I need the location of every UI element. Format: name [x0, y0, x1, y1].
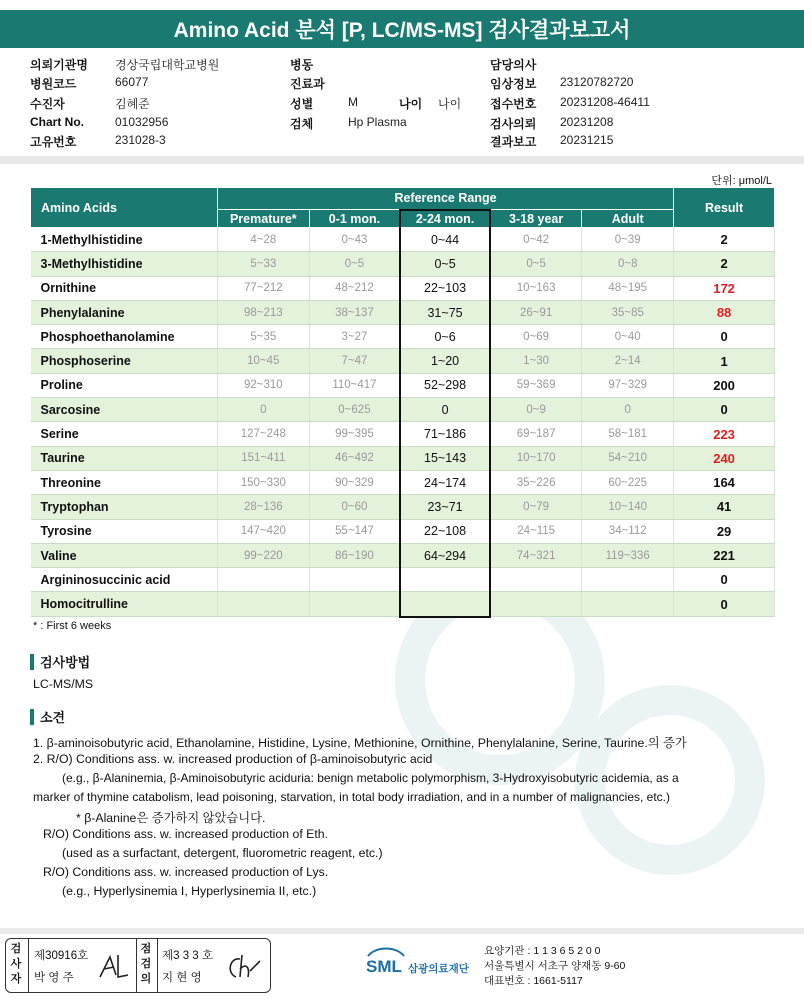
reference-range-cell — [582, 568, 674, 592]
amino-acid-name: Ornithine — [31, 276, 218, 300]
table-row — [31, 470, 775, 494]
info-value: 경상국립대학교병원 — [115, 58, 220, 72]
info-value: 20231208-46411 — [560, 95, 650, 109]
unit-label: 단위: μmol/L — [711, 175, 772, 187]
reference-range-cell: 0~5 — [490, 252, 582, 276]
finding-line: 2. R/O) Conditions ass. w. increased production of β-aminoisobutyric acid — [33, 752, 433, 766]
result-value: 240 — [674, 446, 775, 470]
section-divider — [0, 156, 804, 164]
reference-range-cell: 48~195 — [582, 276, 674, 300]
info-value: 231028-3 — [115, 133, 166, 147]
org-line: 대표번호 : 1661-5117 — [484, 975, 583, 987]
reference-range-cell: 4~28 — [217, 228, 309, 252]
result-value: 172 — [674, 276, 775, 300]
reference-range-cell: 0~5 — [400, 252, 490, 276]
reference-range-cell — [217, 592, 309, 617]
info-label: 수진자 — [30, 97, 65, 111]
findings-heading — [30, 707, 65, 726]
table-row — [31, 276, 775, 300]
reference-range-cell: 92~310 — [217, 373, 309, 397]
reference-range-cell: 26~91 — [490, 300, 582, 324]
reference-range-cell: 0~60 — [309, 495, 400, 519]
reference-range-cell: 0 — [582, 398, 674, 422]
reference-range-cell: 54~210 — [582, 446, 674, 470]
sml-logo — [366, 942, 478, 983]
header-2-24-mon: 2-24 mon. — [400, 210, 490, 228]
header-result: Result — [674, 188, 775, 228]
info-label: 검사의뢰 — [490, 117, 537, 131]
table-row — [31, 325, 775, 349]
reviewer-label: 점검의 — [140, 943, 152, 985]
reference-range-cell — [217, 568, 309, 592]
reference-range-cell: 22~108 — [400, 519, 490, 543]
org-name: 삼광의료재단 — [408, 963, 469, 975]
result-value: 164 — [674, 470, 775, 494]
info-value: 김혜준 — [115, 97, 150, 111]
reference-range-cell: 150~330 — [217, 470, 309, 494]
reference-range-cell: 31~75 — [400, 300, 490, 324]
reference-range-cell: 23~71 — [400, 495, 490, 519]
table-row — [31, 568, 775, 592]
signature-box — [5, 938, 271, 993]
reference-range-cell: 119~336 — [582, 543, 674, 567]
reference-range-cell: 7~47 — [309, 349, 400, 373]
result-value: 88 — [674, 300, 775, 324]
finding-line: (e.g., β-Alaninemia, β-Aminoisobutyric aciduria: benign metabolic polymorphism, 3-Hydroxyisobutyric acidemia, as a — [62, 771, 679, 785]
report-title: Amino Acid 분석 [P, LC/MS-MS] 검사결과보고서 — [0, 10, 804, 48]
method-text: LC-MS/MS — [33, 677, 94, 691]
reference-range-cell: 71~186 — [400, 422, 490, 446]
amino-acid-name: Tyrosine — [31, 519, 218, 543]
org-line: 서울특별시 서초구 양재동 9-60 — [484, 960, 626, 972]
finding-line: (used as a surfactant, detergent, fluorometric reagent, etc.) — [62, 846, 383, 860]
header-premature: Premature* — [217, 210, 309, 228]
result-value: 223 — [674, 422, 775, 446]
method-heading — [30, 652, 90, 671]
tester-label: 검사자 — [10, 943, 22, 985]
logo-text: SML — [366, 957, 402, 976]
reference-range-cell: 3~27 — [309, 325, 400, 349]
amino-acid-name: Homocitrulline — [31, 592, 218, 617]
reference-range-cell: 0~6 — [400, 325, 490, 349]
reference-range-cell: 1~30 — [490, 349, 582, 373]
reference-range-cell: 0 — [217, 398, 309, 422]
finding-line: 1. β-aminoisobutyric acid, Ethanolamine, Histidine, Lysine, Methionine, Ornithine, Phenylalanine, Serine, Taurine.의 증가 — [33, 736, 687, 750]
reference-range-cell: 77~212 — [217, 276, 309, 300]
separator — [157, 939, 158, 992]
info-label: 임상정보 — [490, 77, 537, 91]
reference-range-cell: 58~181 — [582, 422, 674, 446]
separator — [28, 939, 29, 992]
org-line: 요양기관 : 1 1 3 6 5 2 0 0 — [484, 945, 601, 957]
amino-acid-name: Tryptophan — [31, 495, 218, 519]
result-value: 29 — [674, 519, 775, 543]
result-value: 2 — [674, 252, 775, 276]
reviewer-name: 지 현 영 — [162, 972, 202, 984]
amino-acid-name: Sarcosine — [31, 398, 218, 422]
reference-range-cell: 2~14 — [582, 349, 674, 373]
reference-range-cell: 10~45 — [217, 349, 309, 373]
reference-range-cell: 15~143 — [400, 446, 490, 470]
section-marker — [30, 654, 34, 670]
result-value: 0 — [674, 398, 775, 422]
amino-acid-name: Taurine — [31, 446, 218, 470]
info-label: 진료과 — [290, 77, 325, 91]
age-label: 나이 — [399, 97, 423, 111]
table-body — [31, 228, 775, 617]
info-label: 검체 — [290, 117, 314, 131]
result-value: 0 — [674, 592, 775, 617]
result-value: 221 — [674, 543, 775, 567]
reference-range-cell — [490, 592, 582, 617]
reference-range-cell: 0~69 — [490, 325, 582, 349]
reference-range-cell — [309, 568, 400, 592]
finding-line: (e.g., Hyperlysinemia I, Hyperlysinemia II, etc.) — [62, 884, 317, 898]
reference-range-cell: 69~187 — [490, 422, 582, 446]
reference-range-cell: 99~220 — [217, 543, 309, 567]
table-row — [31, 398, 775, 422]
reference-range-cell: 86~190 — [309, 543, 400, 567]
age-value: 나이 — [438, 97, 462, 111]
table-row — [31, 373, 775, 397]
table-row — [31, 592, 775, 617]
finding-line: R/O) Conditions ass. w. increased production of Lys. — [43, 865, 329, 879]
reference-range-cell: 0~40 — [582, 325, 674, 349]
reference-range-cell: 38~137 — [309, 300, 400, 324]
section-marker — [30, 709, 34, 725]
amino-acid-name: 3-Methylhistidine — [31, 252, 218, 276]
reference-range-cell: 0 — [400, 398, 490, 422]
reference-range-cell: 52~298 — [400, 373, 490, 397]
reference-range-cell: 10~163 — [490, 276, 582, 300]
reference-range-cell: 24~174 — [400, 470, 490, 494]
reference-range-cell: 46~492 — [309, 446, 400, 470]
header-amino-acids: Amino Acids — [31, 188, 218, 228]
org-info — [484, 944, 625, 989]
reference-range-cell: 1~20 — [400, 349, 490, 373]
reference-range-cell: 98~213 — [217, 300, 309, 324]
table-row — [31, 446, 775, 470]
footnote: * : First 6 weeks — [33, 620, 112, 632]
separator — [136, 939, 137, 992]
table-row — [31, 349, 775, 373]
info-value: 01032956 — [115, 115, 169, 129]
header-reference-range: Reference Range — [217, 188, 673, 210]
amino-acid-name: Argininosuccinic acid — [31, 568, 218, 592]
info-value: 66077 — [115, 75, 149, 89]
reference-range-cell — [400, 592, 490, 617]
info-label: Chart No. — [30, 115, 84, 129]
info-label: 고유번호 — [30, 135, 77, 149]
reference-range-cell: 10~140 — [582, 495, 674, 519]
reference-range-cell: 55~147 — [309, 519, 400, 543]
reference-range-cell: 0~5 — [309, 252, 400, 276]
reference-range-cell — [490, 568, 582, 592]
findings-title: 소견 — [40, 710, 66, 725]
reference-range-cell: 0~43 — [309, 228, 400, 252]
reference-range-cell: 28~136 — [217, 495, 309, 519]
tester-number: 제30916호 — [34, 950, 89, 962]
reference-range-cell: 35~85 — [582, 300, 674, 324]
header-adult: Adult — [582, 210, 674, 228]
result-value: 0 — [674, 568, 775, 592]
finding-line: R/O) Conditions ass. w. increased production of Eth. — [43, 827, 329, 841]
method-title: 검사방법 — [40, 655, 91, 670]
info-label: 결과보고 — [490, 135, 537, 149]
result-value: 2 — [674, 228, 775, 252]
reference-range-cell: 0~42 — [490, 228, 582, 252]
info-label: 접수번호 — [490, 97, 537, 111]
amino-acid-name: Phenylalanine — [31, 300, 218, 324]
reference-range-cell: 99~395 — [309, 422, 400, 446]
amino-acid-name: Serine — [31, 422, 218, 446]
reference-range-cell: 110~417 — [309, 373, 400, 397]
header-3-18-year: 3-18 year — [490, 210, 582, 228]
reference-range-cell — [582, 592, 674, 617]
reference-range-cell: 127~248 — [217, 422, 309, 446]
reference-range-cell: 64~294 — [400, 543, 490, 567]
result-value: 0 — [674, 325, 775, 349]
logo-icon — [366, 942, 478, 978]
reference-range-cell: 10~170 — [490, 446, 582, 470]
reference-range-cell: 59~369 — [490, 373, 582, 397]
reference-range-cell: 48~212 — [309, 276, 400, 300]
reference-range-cell: 0~8 — [582, 252, 674, 276]
info-label: 성별 — [290, 97, 314, 111]
reference-range-cell — [309, 592, 400, 617]
amino-acid-name: Proline — [31, 373, 218, 397]
reference-range-cell — [400, 568, 490, 592]
reference-range-cell: 0~79 — [490, 495, 582, 519]
reference-range-cell: 0~44 — [400, 228, 490, 252]
header-0-1-mon: 0-1 mon. — [309, 210, 400, 228]
table-row — [31, 252, 775, 276]
reference-range-cell: 34~112 — [582, 519, 674, 543]
info-value: Hp Plasma — [348, 115, 407, 129]
amino-acid-name: Phosphoserine — [31, 349, 218, 373]
table-row — [31, 543, 775, 567]
tester-signature — [96, 951, 132, 983]
result-value: 41 — [674, 495, 775, 519]
reference-range-cell: 35~226 — [490, 470, 582, 494]
amino-acid-name: 1-Methylhistidine — [31, 228, 218, 252]
table-row — [31, 422, 775, 446]
info-value: 20231208 — [560, 115, 614, 129]
reference-range-cell: 24~115 — [490, 519, 582, 543]
table-row — [31, 519, 775, 543]
info-label: 의뢰기관명 — [30, 58, 88, 72]
info-label: 담당의사 — [490, 58, 537, 72]
reference-range-cell: 0~625 — [309, 398, 400, 422]
reference-range-cell: 74~321 — [490, 543, 582, 567]
amino-acid-name: Valine — [31, 543, 218, 567]
info-value: M — [348, 95, 358, 109]
reference-range-cell: 0~39 — [582, 228, 674, 252]
reference-range-cell: 151~411 — [217, 446, 309, 470]
amino-acid-name: Phosphoethanolamine — [31, 325, 218, 349]
tester-name: 박 영 주 — [34, 972, 74, 984]
result-value: 1 — [674, 349, 775, 373]
reviewer-signature — [224, 951, 264, 983]
reference-range-cell: 147~420 — [217, 519, 309, 543]
reference-range-cell: 60~225 — [582, 470, 674, 494]
result-value: 200 — [674, 373, 775, 397]
info-label: 병원코드 — [30, 77, 77, 91]
finding-line: * β-Alanine은 증가하지 않았습니다. — [76, 811, 266, 825]
finding-line: marker of thymine catabolism, lead poisoning, starvation, in total body irradiation, and in a number of malignancies, etc.) — [33, 790, 670, 804]
reference-range-cell: 5~33 — [217, 252, 309, 276]
table-row — [31, 228, 775, 252]
reference-range-cell: 0~9 — [490, 398, 582, 422]
info-label: 병동 — [290, 58, 314, 72]
table-row — [31, 300, 775, 324]
reference-range-cell: 5~35 — [217, 325, 309, 349]
reference-range-cell: 90~329 — [309, 470, 400, 494]
table-row — [31, 495, 775, 519]
reviewer-number: 제3 3 3 호 — [162, 950, 213, 962]
amino-acid-name: Threonine — [31, 470, 218, 494]
amino-acid-table — [30, 187, 775, 618]
info-value: 20231215 — [560, 133, 614, 147]
info-value: 23120782720 — [560, 75, 634, 89]
reference-range-cell: 97~329 — [582, 373, 674, 397]
reference-range-cell: 22~103 — [400, 276, 490, 300]
